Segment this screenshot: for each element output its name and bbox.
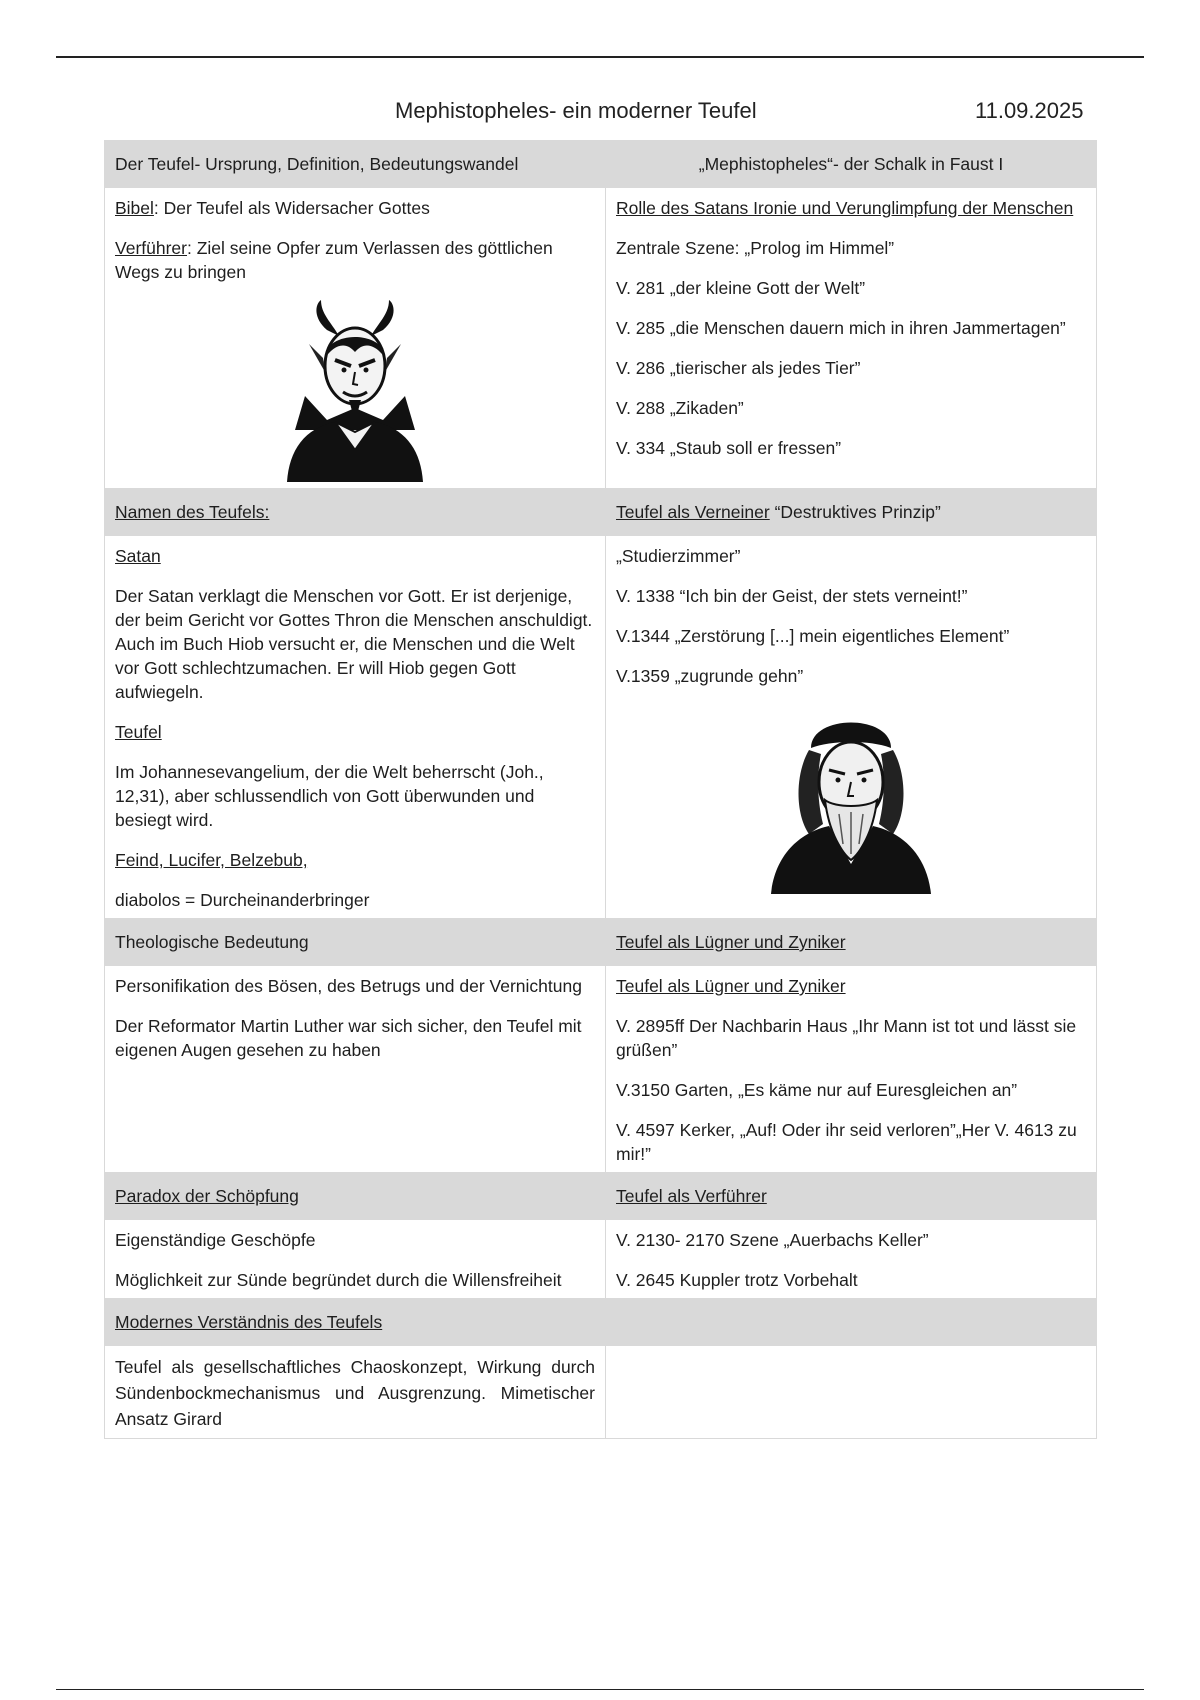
section-header-row <box>105 141 1097 188</box>
cell-right-empty <box>606 1346 1097 1439</box>
section-heading-right: Teufel als Verführer <box>606 1173 1097 1220</box>
right-subheading: Teufel als Lügner und Zyniker <box>616 976 846 996</box>
text-line: Personifikation des Bösen, des Betrugs und der Vernichtung <box>115 976 582 996</box>
cell-right <box>606 1220 1097 1299</box>
satan-text: Der Satan verklagt die Menschen vor Gott. Er ist derjenige, der beim Gericht vor Gottes Thron die Menschen anschuldigt. Auch im Buch Hiob versucht er, die Menschen und die Welt vor Gott schlechtzumachen. Er will Hiob gegen Gott aufwiegeln. <box>115 586 593 702</box>
cell-right <box>606 536 1097 919</box>
quote-line: V. 334 „Staub soll er fressen” <box>616 438 842 458</box>
quote-line: V.1359 „zugrunde gehn” <box>616 666 804 686</box>
quote-line: V. 2895ff Der Nachbarin Haus „Ihr Mann ist tot und lässt sie grüßen” <box>616 1016 1077 1060</box>
quote-line: V. 285 „die Menschen dauern mich in ihren Jammertagen” <box>616 318 1066 338</box>
cell-left <box>105 1220 606 1299</box>
cell-left <box>105 966 606 1173</box>
section-header-row <box>105 489 1097 536</box>
section-header-row <box>105 1299 1097 1346</box>
section-heading-left: Namen des Teufels: <box>105 489 606 536</box>
satan-label: Satan <box>115 546 161 566</box>
quote-line: V. 2130- 2170 Szene „Auerbachs Keller” <box>616 1230 929 1250</box>
section-header-row <box>105 1173 1097 1220</box>
devil-label: Teufel <box>115 722 162 742</box>
devil-text: Im Johannesevangelium, der die Welt beherrscht (Joh., 12,31), aber schlussendlich von Gott überwunden und besiegt wird. <box>115 762 544 830</box>
section-body-row <box>105 1346 1097 1439</box>
devil-horn-right <box>371 300 394 336</box>
quote-line: V. 288 „Zikaden” <box>616 398 744 418</box>
section-body-row <box>105 188 1097 489</box>
quote-line: Zentrale Szene: „Prolog im Himmel” <box>616 238 895 258</box>
luther-portrait <box>751 704 951 894</box>
cell-left <box>105 1346 606 1439</box>
devil-horn-left <box>316 300 339 336</box>
page-date: 11.09.2025 <box>975 98 1084 123</box>
page-title: Mephistopheles- ein moderner Teufel <box>395 98 757 123</box>
text-line: Teufel als gesellschaftliches Chaoskonzept, Wirkung durch Sündenbockmechanismus und Ausgrenzung. Mimetischer Ansatz Girard <box>115 1357 595 1429</box>
section-heading-right <box>606 1299 1097 1346</box>
text-line: Der Reformator Martin Luther war sich sicher, den Teufel mit eigenen Augen gesehen zu haben <box>115 1016 582 1060</box>
cell-right <box>606 188 1097 489</box>
section-heading-right: Teufel als Lügner und Zyniker <box>606 919 1097 966</box>
section-header-row <box>105 919 1097 966</box>
quote-line: V. 1338 “Ich bin der Geist, der stets verneint!” <box>616 586 968 606</box>
cell-right <box>606 966 1097 1173</box>
seducer-text: : Ziel seine Opfer zum Verlassen des göttlichen Wegs zu bringen <box>115 238 553 282</box>
section-heading-left: Paradox der Schöpfung <box>105 1173 606 1220</box>
worksheet-table <box>104 140 1097 1439</box>
quote-line: V. 286 „tierischer als jedes Tier” <box>616 358 861 378</box>
section-heading-left: Der Teufel- Ursprung, Definition, Bedeutungswandel <box>105 141 606 188</box>
section-body-row <box>105 1220 1097 1299</box>
cell-left <box>105 188 606 489</box>
section-heading-left: Modernes Verständnis des Teufels <box>105 1299 606 1346</box>
section-body-row <box>105 966 1097 1173</box>
cell-left <box>105 536 606 919</box>
right-subheading: Rolle des Satans Ironie und Verunglimpfung der Menschen <box>616 198 1074 218</box>
section-body-row <box>105 536 1097 919</box>
section-heading-right: „Mephistopheles“- der Schalk in Faust I <box>606 141 1097 188</box>
seducer-label: Verführer <box>115 238 187 258</box>
top-rule <box>56 56 1144 58</box>
devil-illustration <box>265 300 445 482</box>
quote-line: V. 4597 Kerker, „Auf! Oder ihr seid verloren”„Her V. 4613 zu mir!” <box>616 1120 1077 1164</box>
bible-text: : Der Teufel als Widersacher Gottes <box>153 198 430 218</box>
quote-line: V. 281 „der kleine Gott der Welt” <box>616 278 866 298</box>
quote-line: V. 2645 Kuppler trotz Vorbehalt <box>616 1270 858 1290</box>
quote-line: „Studierzimmer” <box>616 546 741 566</box>
quote-line: V.1344 „Zerstörung [...] mein eigentliches Element” <box>616 626 1010 646</box>
text-line: Eigenständige Geschöpfe <box>115 1230 316 1250</box>
text-line: Möglichkeit zur Sünde begründet durch die Willensfreiheit <box>115 1270 562 1290</box>
section-heading-left: Theologische Bedeutung <box>105 919 606 966</box>
bottom-rule <box>56 1689 1144 1690</box>
names-list: Feind, Lucifer, Belzebub, <box>115 850 308 870</box>
section-heading-right: Teufel als Verneiner “Destruktives Prinzip” <box>606 489 1097 536</box>
diabolos-line: diabolos = Durcheinanderbringer <box>115 890 370 910</box>
quote-line: V.3150 Garten, „Es käme nur auf Euresgleichen an” <box>616 1080 1018 1100</box>
bible-label: Bibel <box>115 198 154 218</box>
